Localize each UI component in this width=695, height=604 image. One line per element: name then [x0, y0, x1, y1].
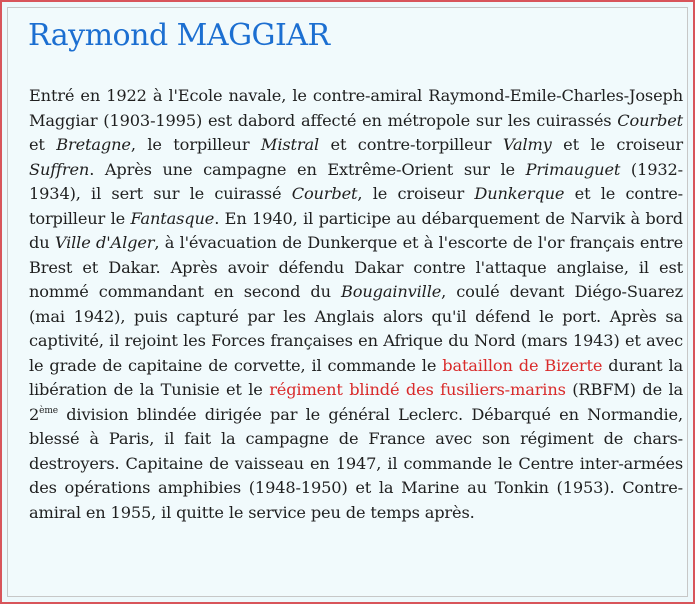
ship-name-mistral: Mistral: [260, 135, 320, 154]
bio-text-segment: (RBFM) de la 2: [29, 380, 684, 424]
bio-text-segment: , coulé devant Diégo-Suarez (mai 1942), puis capturé par les Anglais alors qu'il défend le port. Après sa captivité, il rejoint les Forces françaises en Afrique du Nord (mars 1943) et avec le grade de capitaine de corvette, il commande le: [29, 282, 683, 375]
ship-name-dunkerque: Dunkerque: [474, 184, 565, 203]
ship-name-ville-dalger: Ville d'Alger: [54, 233, 155, 252]
bio-text-segment: durant la libération de la Tunisie et le: [29, 355, 684, 399]
content-panel: [7, 7, 688, 597]
superscript-eme: ème: [39, 405, 58, 416]
bio-text-segment: , à l'évacuation de Dunkerque et à l'escorte de l'or français entre Brest et Dakar. Après avoir défendu Dakar contre l'attaque anglaise, il est nommé commandant en second du: [29, 233, 683, 301]
ship-name-primauguet: Primauguet: [525, 159, 621, 179]
ship-name-courbet: Courbet: [291, 184, 358, 203]
page-title: Raymond MAGGIAR: [28, 18, 330, 53]
bio-text-segment: , le croiseur: [357, 184, 475, 203]
bio-text-segment: et: [29, 135, 57, 154]
bio-text-segment: division blindée dirigée par le général Leclerc. Débarqué en Normandie, blessé à Paris, il fait la campagne de France avec son régiment de chars-destroyers. Capitaine de vaisseau en 1947, il commande le Centre inter-armées des opérations amphibies (1948-1950) et la Marine au Tonkin (1953). Contre-amiral en 1955, il quitte le service peu de temps après.: [29, 404, 683, 522]
ship-name-bretagne: Bretagne: [56, 135, 131, 154]
bio-text-segment: (1932- 1934), il sert sur le cuirassé: [29, 159, 683, 203]
bio-text-segment: . En 1940, il participe au débarquement de Narvik à bord du: [29, 208, 683, 252]
bio-text-segment: et contre-torpilleur: [319, 135, 503, 154]
bio-text-segment: Entré en 1922 à l'Ecole navale, le contre-amiral Raymond-Emile-Charles-Joseph Maggiar (1903-1995) est dabord affecté en métropole sur les cuirassés: [29, 86, 683, 130]
bio-text-segment: . Après une campagne en Extrême-Orient sur le: [89, 159, 526, 179]
ship-name-valmy: Valmy: [502, 135, 552, 154]
bio-text-segment: , le torpilleur: [130, 135, 261, 154]
ship-name-fantasque: Fantasque: [130, 208, 215, 228]
bio-text-segment: et le contre-torpilleur le: [29, 184, 683, 228]
ship-name-bougainville: Bougainville: [341, 282, 442, 301]
link-regiment-blinde-fusiliers-marins[interactable]: régiment blindé des fusiliers-marins: [269, 380, 566, 399]
link-bataillon-de-bizerte[interactable]: bataillon de Bizerte: [442, 355, 603, 375]
ship-name-suffren: Suffren: [29, 159, 90, 179]
bio-text-segment: et le croiseur: [551, 135, 683, 154]
biography-text: [29, 84, 683, 525]
ship-name-courbet: Courbet: [617, 110, 683, 130]
